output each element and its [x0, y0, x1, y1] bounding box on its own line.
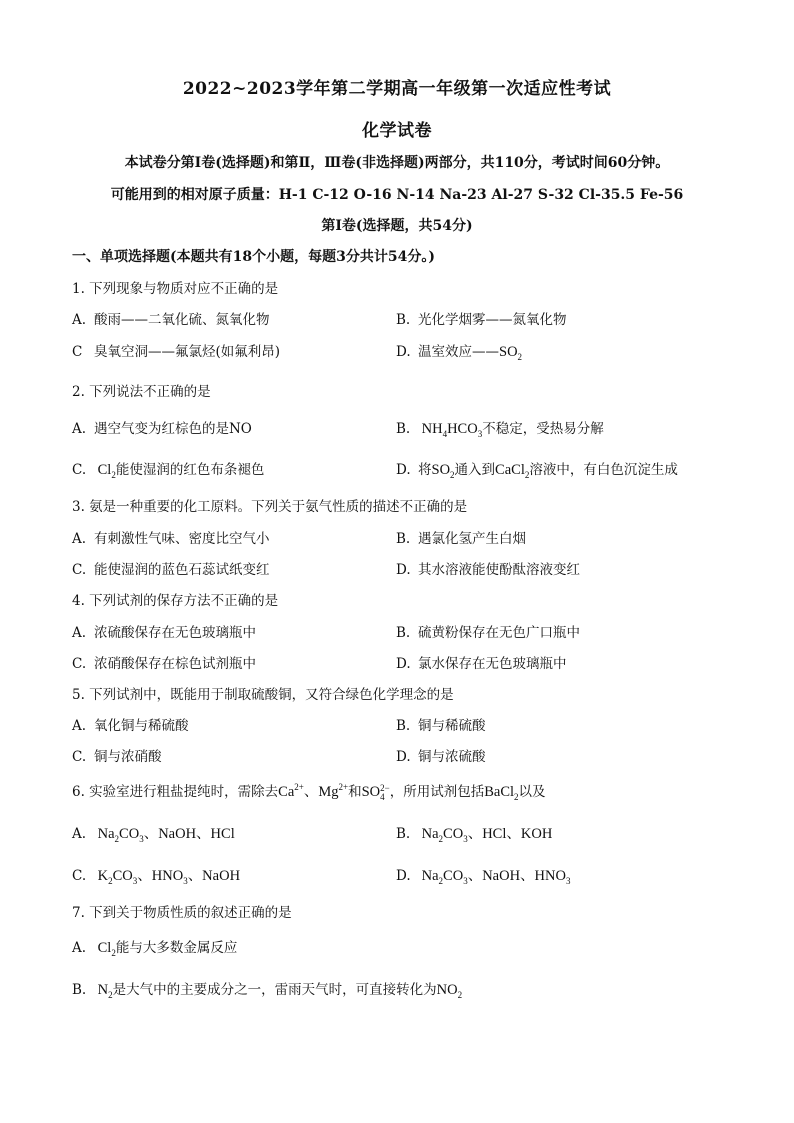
q5-option-d: D. 铜与浓硫酸 [396, 749, 486, 765]
q4-option-d: D. 氯水保存在无色玻璃瓶中 [396, 656, 567, 672]
q4-stem: 4. 下列试剂的保存方法不正确的是 [72, 593, 279, 609]
q5-option-a: A. 氧化铜与稀硫酸 [72, 718, 189, 734]
exam-title: 2022~2023学年第二学期高一年级第一次适应性考试 [182, 79, 612, 99]
q3-option-d: D. 其水溶液能使酚酞溶液变红 [396, 562, 580, 578]
q4-option-c: C. 浓硝酸保存在棕色试剂瓶中 [72, 656, 256, 672]
atomic-masses: 可能用到的相对原子质量：H-1 C-12 O-16 N-14 Na-23 Al-27 S-32 Cl-35.5 Fe-56 [110, 187, 684, 203]
q4-option-b: B. 硫黄粉保存在无色广口瓶中 [396, 625, 580, 641]
q7-option-b: B. $N_2$是大气中的主要成分之一，雷雨天气时，可直接转化为$NO_2$ [72, 982, 463, 1000]
exam-intro: 本试卷分第Ⅰ卷(选择题)和第Ⅱ，Ⅲ卷(非选择题)两部分，共110分，考试时间60分钟。 [124, 155, 670, 171]
q7-option-a: A. $Cl_2$能与大多数金属反应 [72, 940, 238, 958]
q3-option-c: C. 能使湿润的蓝色石蕊试纸变红 [72, 562, 270, 578]
q6-option-a: A. $Na_2CO_3$、NaOH、HCl [72, 826, 235, 844]
q6-option-c: C. $K_2CO_3$、$HNO_3$、NaOH [72, 868, 241, 886]
section1-title: 一、单项选择题(本题共有18个小题，每题3分共计54分。) [72, 249, 435, 265]
q1-option-d: D. 温室效应$——SO_2$ [396, 344, 523, 362]
q3-option-b: B. 遇氯化氢产生白烟 [396, 531, 526, 547]
q3-stem: 3. 氨是一种重要的化工原料。下列关于氨气性质的描述不正确的是 [72, 499, 468, 515]
subject-title: 化学试卷 [362, 121, 432, 141]
q2-stem: 2. 下列说法不正确的是 [72, 384, 211, 400]
q1-option-b: B. 光化学烟雾——氮氧化物 [396, 312, 567, 328]
q1-option-c: C 臭氧空洞——氟氯烃(如氟利昂) [72, 344, 281, 360]
q6-option-d: D. $Na_2CO_3$、NaOH、$HNO_3$ [396, 868, 571, 886]
q2-option-a: A. 遇空气变为红棕色的是NO [72, 421, 252, 437]
part1-title: 第Ⅰ卷(选择题，共54分) [321, 218, 473, 234]
q6-stem: 6. 实验室进行粗盐提纯时，需除去$Ca^{2+}$、$Mg^{2+}$和SO 2− 4 ，所用试剂包括BaCl$_2$以及 [72, 782, 546, 802]
q2-option-d: D. 将$SO_2$通入到CaCl$_2$溶液中，有白色沉淀生成 [396, 462, 678, 480]
q2-option-b: B. $NH_4HCO_3$不稳定，受热易分解 [396, 421, 604, 439]
q5-option-c: C. 铜与浓硝酸 [72, 749, 162, 765]
q6-option-b: B. $Na_2CO_3$、HCl、KOH [396, 826, 553, 844]
q5-option-b: B. 铜与稀硫酸 [396, 718, 486, 734]
q1-stem: 1. 下列现象与物质对应不正确的是 [72, 281, 279, 297]
q4-option-a: A. 浓硫酸保存在无色玻璃瓶中 [72, 625, 256, 641]
q1-option-a: A. 酸雨——二氧化硫、氮氧化物 [72, 312, 270, 328]
q5-stem: 5. 下列试剂中，既能用于制取硫酸铜，又符合绿色化学理念的是 [72, 687, 454, 703]
q3-option-a: A. 有刺激性气味、密度比空气小 [72, 531, 270, 547]
q2-option-c: C. $Cl_2$能使湿润的红色布条褪色 [72, 462, 265, 480]
q7-stem: 7. 下到关于物质性质的叙述正确的是 [72, 905, 292, 921]
